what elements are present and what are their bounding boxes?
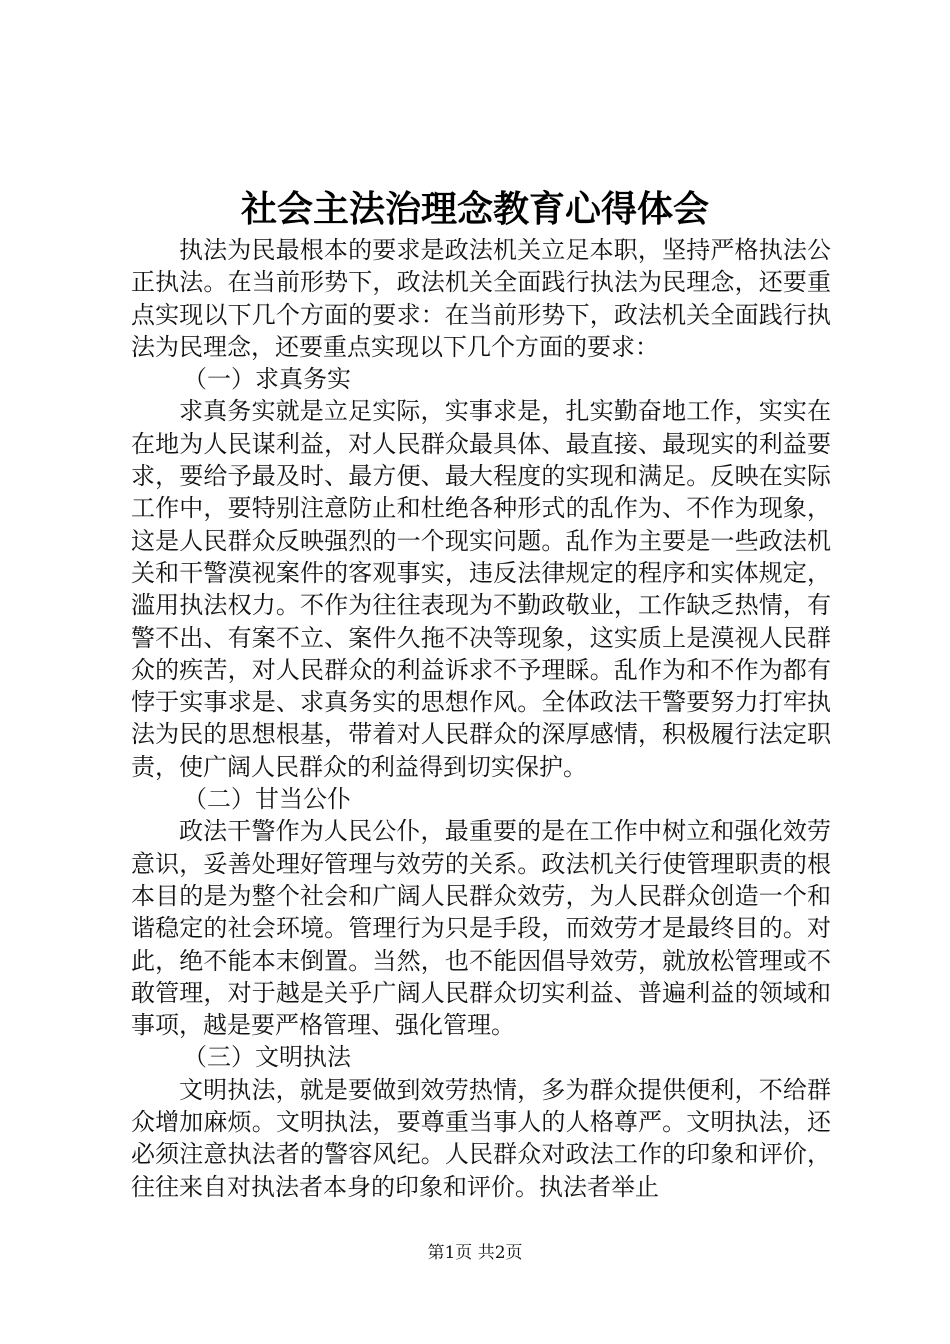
page-number-footer: 第1页 共2页: [427, 1243, 523, 1263]
document-body: [131, 234, 831, 1203]
section-paragraph-2: 政法干警作为人民公仆，最重要的是在工作中树立和强化效劳意识，妥善处理好管理与效劳的关系。政法机关行使管理职责的根本目的是为整个社会和广阔人民群众效劳，为人民群众创造一个和谐稳定的社会环境。管理行为只是手段，而效劳才是最终目的。对此，绝不能本末倒置。当然，也不能因倡导效劳，就放松管理或不敢管理，对于越是关乎广阔人民群众切实利益、普遍利益的领域和事项，越是要严格管理、强化管理。: [131, 817, 831, 1040]
intro-paragraph: 执法为民最根本的要求是政法机关立足本职，坚持严格执法公正执法。在当前形势下，政法机关全面践行执法为民理念，还要重点实现以下几个方面的要求：在当前形势下，政法机关全面践行执法为民理念，还要重点实现以下几个方面的要求：: [131, 236, 831, 361]
section-paragraph-1: 求真务实就是立足实际，实事求是，扎实勤奋地工作，实实在在地为人民谋利益，对人民群众最具体、最直接、最现实的利益要求，要给予最及时、最方便、最大程度的实现和满足。反映在实际工作中，要特别注意防止和杜绝各种形式的乱作为、不作为现象，这是人民群众反映强烈的一个现实问题。乱作为主要是一些政法机关和干警漠视案件的客观事实，违反法律规定的程序和实体规定，滥用执法权力。不作为往往表现为不勤政敬业，工作缺乏热情，有警不出、有案不立、案件久拖不决等现象，这实质上是漠视人民群众的疾苦，对人民群众的利益诉求不予理睬。乱作为和不作为都有悖于实事求是、求真务实的思想作风。全体政法干警要努力打牢执法为民的思想根基，带着对人民群众的深厚感情，积极履行法定职责，使广阔人民群众的利益得到切实保护。: [131, 397, 831, 781]
section-heading-1: （一）求真务实: [183, 365, 351, 394]
page-title: 社会主法治理念教育心得体会: [240, 188, 709, 230]
section-paragraph-3: 文明执法，就是要做到效劳热情，多为群众提供便利，不给群众增加麻烦。文明执法，要尊重当事人的人格尊严。文明执法，还必须注意执法者的警容风纪。人民群众对政法工作的印象和评价，往往来自对执法者本身的印象和评价。执法者举止: [131, 1075, 831, 1201]
section-heading-3: （三）文明执法: [183, 1043, 351, 1072]
section-heading-2: （二）甘当公仆: [183, 785, 351, 814]
